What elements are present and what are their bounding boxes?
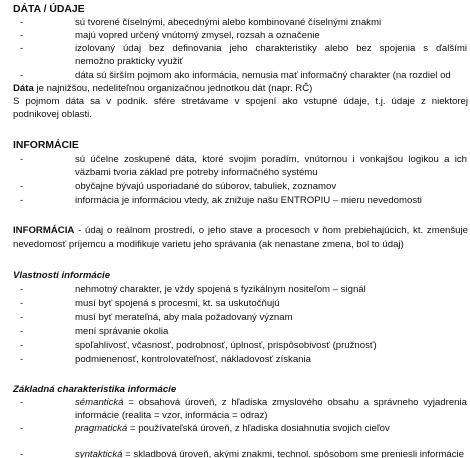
heading-characteristics: Základná charakteristika informácie bbox=[13, 384, 177, 395]
definition-text: - údaj o reálnom prostredí, o jeho stave a procesoch v ňom prebiehajúcich, kt. zmenšuje bbox=[74, 225, 468, 236]
item-text: dáta sú širším pojmom ako informácia, nemusia mať informačný charakter (na rozdiel od bbox=[75, 70, 451, 81]
bullet-dash: - bbox=[20, 397, 24, 408]
item-text: musí byť spojená s procesmi, kt. sa uskutočňujú bbox=[75, 298, 280, 309]
bullet-dash: - bbox=[20, 340, 24, 351]
bullet-dash: - bbox=[20, 449, 24, 458]
item-text: spoľahlivosť, včasnosť, podrobnosť, úplnosť, prispôsobivosť (pružnosť) bbox=[75, 340, 377, 351]
heading-properties: Vlastnosti informácie bbox=[13, 270, 111, 281]
heading-information: INFORMÁCIE bbox=[13, 140, 79, 151]
bullet-dash: - bbox=[20, 354, 24, 365]
bullet-dash: - bbox=[20, 298, 24, 309]
item-text: sú účelne zoskupené dáta, ktoré svojim poradím, vnútornou i vonkajšou logikou a ich bbox=[75, 154, 467, 165]
term-description: = obsahová úroveň, z hľadiska zmyslového obsahu a správneho vyjadrenia bbox=[123, 397, 467, 408]
item-text: sú tvorené číselnými, abecednými alebo kombinované číselnými znakmi bbox=[75, 17, 382, 28]
term-syntactic: syntaktická bbox=[75, 449, 123, 458]
data-paragraph-line-2: podnikovej oblasti. bbox=[13, 109, 92, 120]
term-description: = skladbová úroveň, akými znakmi, technol. spôsobom sme preniesli informácie bbox=[122, 449, 465, 458]
term-description: = používateľská úroveň, z hľadiska dosiahnutia svojich cieľov bbox=[127, 423, 390, 434]
bullet-dash: - bbox=[20, 423, 24, 434]
bullet-dash: - bbox=[20, 181, 24, 192]
bullet-dash: - bbox=[20, 43, 24, 54]
item-text: väzbami tvoria základ pre potreby informačného systému bbox=[75, 167, 318, 178]
item-text: nemožno prakticky využiť bbox=[75, 56, 184, 67]
item-text: obyčajne bývajú usporiadané do súborov, tabuliek, zoznamov bbox=[75, 181, 337, 192]
definition-line-2: nevedomosť príjemcu a modifikuje varietu jeho správania (ak nenastane zmena, bol to údaj) bbox=[13, 239, 404, 250]
heading-data: DÁTA / ÚDAJE bbox=[13, 4, 85, 15]
data-note-term: Dáta bbox=[13, 83, 34, 94]
bullet-dash: - bbox=[20, 154, 24, 165]
item-text bbox=[75, 423, 390, 435]
item-text: nehmotný charakter, je vždy spojená s fyzikálnym nositeľom – signál bbox=[75, 284, 366, 295]
data-note bbox=[13, 83, 312, 95]
item-text: informácia je informáciou vtedy, ak znižuje našu ENTROPIU – mieru nevedomosti bbox=[75, 195, 422, 206]
bullet-dash: - bbox=[20, 70, 24, 81]
definition-line-1 bbox=[13, 225, 468, 237]
bullet-dash: - bbox=[20, 195, 24, 206]
item-text bbox=[75, 449, 464, 458]
bullet-dash: - bbox=[20, 284, 24, 295]
bullet-dash: - bbox=[20, 17, 24, 28]
data-paragraph-line-1: S pojmom dáta sa v podnik. sfére stretávame v spojení ako vstupné údaje, t.j. údaje z niektorej bbox=[13, 96, 468, 107]
item-text: podmienenosť, kontrolovateľnosť, nákladovosť získania bbox=[75, 354, 311, 365]
bullet-dash: - bbox=[20, 312, 24, 323]
item-text: informácie (realita = vzor, informácia = odraz) bbox=[75, 410, 268, 421]
term-pragmatic: pragmatická bbox=[75, 423, 128, 434]
item-text: mení správanie okolia bbox=[75, 326, 169, 337]
item-text: majú vopred určený vnútorný zmysel, rozsah a označenie bbox=[75, 30, 320, 41]
bullet-dash: - bbox=[20, 326, 24, 337]
item-text: izolovaný údaj bez definovania jeho charakteristiky alebo bez spojenia s ďalšími bbox=[75, 43, 467, 54]
bullet-dash: - bbox=[20, 30, 24, 41]
definition-term: INFORMÁCIA bbox=[13, 225, 75, 236]
data-note-text: je najnižšou, nedeliteľnou organizačnou jednotkou dát (napr. RČ) bbox=[33, 83, 313, 94]
item-text: musí byť merateľná, aby mala požadovaný význam bbox=[75, 312, 293, 323]
item-text bbox=[75, 397, 467, 409]
term-semantic: sémantická bbox=[75, 397, 124, 408]
